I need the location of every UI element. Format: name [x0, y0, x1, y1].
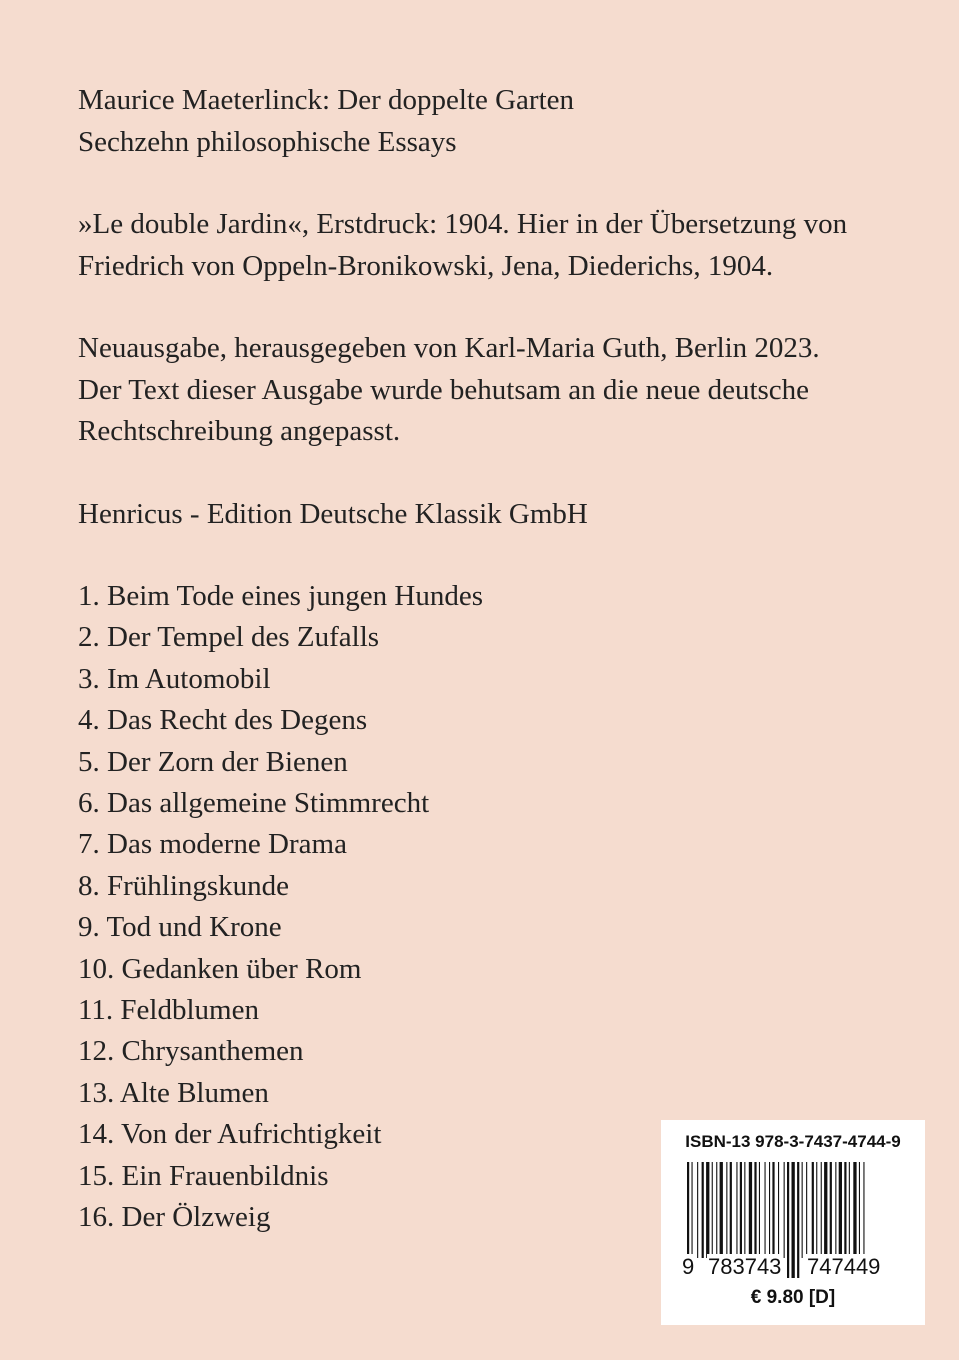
barcode-bar [702, 1162, 704, 1258]
toc-item: 1. Beim Tode eines jungen Hundes [78, 580, 483, 612]
barcode-bar [769, 1162, 770, 1258]
origin-line-2: Friedrich von Oppeln-Bronikowski, Jena, Diederichs, 1904. [78, 249, 774, 282]
barcode-bar [859, 1162, 860, 1258]
back-cover-text [78, 80, 918, 1239]
barcode-bar [830, 1162, 832, 1258]
barcode-bar [736, 1162, 737, 1258]
edition-line-2: Der Text dieser Ausgabe wurde behutsam an die neue deutsche [78, 373, 810, 406]
barcode-bar [754, 1162, 756, 1258]
toc-item: 16. Der Ölzweig [78, 1201, 271, 1234]
toc-item: 5. Der Zorn der Bienen [78, 745, 348, 778]
barcode-bar [792, 1162, 795, 1278]
edition-line-1: Neuausgabe, herausgegeben von Karl-Maria Guth, Berlin 2023. [78, 332, 820, 364]
toc-item: 7. Das moderne Drama [78, 828, 347, 861]
publisher-block [78, 494, 918, 536]
toc-item: 13. Alte Blumen [78, 1076, 269, 1109]
price-text: € 9.80 [D] [750, 1287, 836, 1308]
toc-item: 2. Der Tempel des Zufalls [78, 621, 380, 654]
toc-item: 9. Tod und Krone [78, 911, 282, 944]
toc-item: 3. Im Automobil [78, 662, 271, 695]
barcode-bar [784, 1162, 785, 1258]
edition-line-3: Rechtschreibung angepasst. [78, 415, 401, 447]
barcode-bar [740, 1162, 742, 1258]
barcode-bar [839, 1162, 842, 1258]
barcode-bar [806, 1162, 807, 1258]
barcode-bar [778, 1162, 779, 1258]
toc-item: 12. Chrysanthemen [78, 1035, 304, 1068]
barcode-bar [853, 1162, 856, 1258]
barcode-bar [706, 1162, 709, 1258]
barcode-bar [824, 1162, 827, 1258]
toc-item: 11. Feldblumen [78, 994, 259, 1027]
toc-item: 10. Gedanken über Rom [78, 952, 362, 985]
barcode-digit-group-1: 783743 [708, 1254, 782, 1279]
barcode-bar [744, 1162, 745, 1258]
barcode-digit-group-2: 747449 [807, 1254, 881, 1279]
toc-item: 8. Frühlingskunde [78, 869, 290, 902]
toc-item: 6. Das allgemeine Stimmrecht [78, 787, 430, 820]
origin-line-1: »Le double Jardin«, Erstdruck: 1904. Hier in der Übersetzung von [78, 208, 848, 240]
barcode-bar [712, 1162, 713, 1258]
barcode-bar [726, 1162, 727, 1258]
publisher-name: Henricus - Edition Deutsche Klassik GmbH [78, 497, 588, 530]
toc-item: 4. Das Recht des Degens [78, 704, 368, 737]
barcode-bar [835, 1162, 836, 1258]
barcode-label [661, 1120, 925, 1325]
book-title: Maurice Maeterlinck: Der doppelte Garten [78, 84, 575, 116]
title-block [78, 80, 918, 163]
barcode-bar [772, 1162, 774, 1258]
barcode-bar [821, 1162, 822, 1258]
book-subtitle: Sechzehn philosophische Essays [78, 125, 457, 158]
barcode-bar [816, 1162, 817, 1258]
origin-block [78, 204, 918, 287]
barcode-bar [759, 1162, 760, 1258]
isbn-text: ISBN-13 978-3-7437-4744-9 [685, 1132, 901, 1151]
barcode-bar [863, 1162, 864, 1258]
barcode-bar [697, 1162, 698, 1258]
barcode-bar [720, 1162, 723, 1258]
barcode-bar [844, 1162, 846, 1258]
barcode-bar [797, 1162, 799, 1278]
toc-item: 14. Von der Aufrichtigkeit [78, 1118, 382, 1151]
barcode-bar [765, 1162, 766, 1258]
barcode-bar [802, 1162, 803, 1258]
barcode-bar [716, 1162, 717, 1258]
barcode-bar [812, 1162, 814, 1258]
barcode-bar [849, 1162, 850, 1258]
toc-item: 15. Ein Frauenbildnis [78, 1159, 329, 1192]
barcode-bar [730, 1162, 732, 1258]
barcode-bar [749, 1162, 752, 1258]
barcode-digit-first: 9 [682, 1254, 695, 1279]
edition-block [78, 328, 918, 453]
barcode-bar [787, 1162, 789, 1278]
